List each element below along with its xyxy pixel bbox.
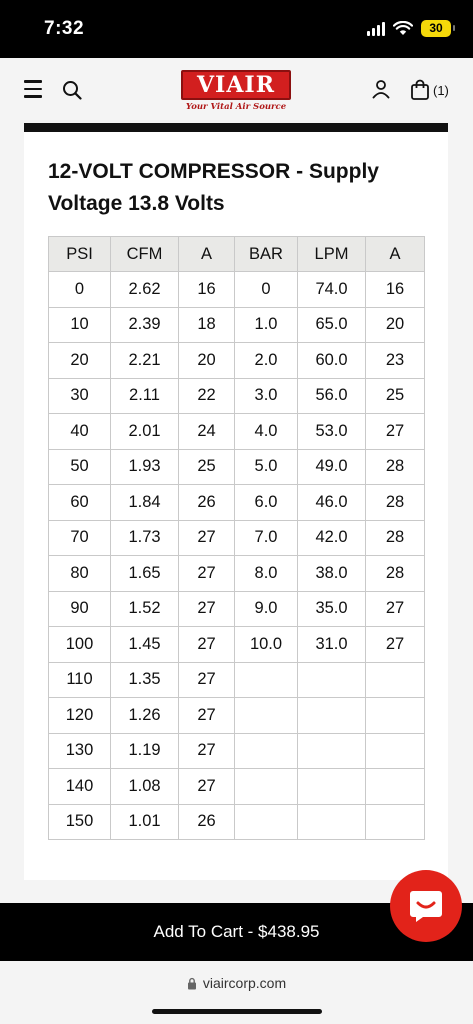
cell-lpm [298,769,366,805]
wifi-icon [393,21,413,36]
cell-amps-metric: 28 [366,556,425,592]
cell-psi: 140 [49,769,111,805]
cell-bar: 1.0 [235,307,298,343]
cell-cfm: 2.39 [111,307,179,343]
logo-tagline: Your Vital Air Source [185,102,287,112]
cell-cfm: 1.26 [111,698,179,734]
cell-psi: 120 [49,698,111,734]
cell-psi: 40 [49,414,111,450]
header-amps: A [179,237,235,272]
table-row [49,804,425,840]
table-row [49,520,425,556]
cell-amps-metric [366,733,425,769]
cell-cfm: 2.11 [111,378,179,414]
cell-cfm: 1.08 [111,769,179,805]
table-row [49,556,425,592]
cell-lpm [298,662,366,698]
cell-amps: 20 [179,343,235,379]
cell-bar [235,698,298,734]
cell-cfm: 1.01 [111,804,179,840]
cell-amps: 18 [179,307,235,343]
cell-amps-metric: 28 [366,520,425,556]
cart-link[interactable] [410,78,449,102]
cell-bar [235,662,298,698]
signal-icon [367,22,385,36]
cell-lpm: 42.0 [298,520,366,556]
cell-cfm: 1.52 [111,591,179,627]
cell-amps: 22 [179,378,235,414]
section-divider [24,123,448,132]
table-row [49,449,425,485]
search-icon[interactable] [62,80,82,100]
cell-psi: 50 [49,449,111,485]
table-row [49,272,425,308]
table-row [49,485,425,521]
cell-amps-metric: 27 [366,627,425,663]
cell-bar [235,769,298,805]
page-title: 12-VOLT COMPRESSOR - Supply Voltage 13.8 Volts [48,160,379,215]
cell-lpm [298,804,366,840]
table-row [49,733,425,769]
cell-amps: 27 [179,591,235,627]
cell-amps: 27 [179,627,235,663]
cell-bar: 3.0 [235,378,298,414]
spec-card [24,132,448,880]
battery-indicator: 30 [421,20,451,37]
cell-amps: 27 [179,662,235,698]
cell-lpm: 35.0 [298,591,366,627]
header-cfm: CFM [111,237,179,272]
cell-psi: 90 [49,591,111,627]
cell-lpm [298,698,366,734]
cell-lpm: 74.0 [298,272,366,308]
table-row [49,307,425,343]
table-row [49,591,425,627]
cell-cfm: 2.01 [111,414,179,450]
cell-amps: 27 [179,520,235,556]
cell-psi: 100 [49,627,111,663]
cell-amps: 25 [179,449,235,485]
logo-text: VIAIR [181,70,291,100]
performance-table [48,236,425,840]
cell-bar [235,804,298,840]
cell-lpm [298,733,366,769]
cell-cfm: 2.21 [111,343,179,379]
site-header [0,58,473,123]
cell-lpm: 38.0 [298,556,366,592]
cell-amps-metric [366,698,425,734]
cell-psi: 110 [49,662,111,698]
cell-bar [235,733,298,769]
cell-amps-metric: 28 [366,485,425,521]
cell-lpm: 53.0 [298,414,366,450]
status-time: 7:32 [44,18,85,39]
header-psi: PSI [49,237,111,272]
chat-icon [407,888,445,924]
cell-psi: 150 [49,804,111,840]
table-body [49,272,425,840]
status-indicators [367,20,451,37]
cell-amps-metric [366,769,425,805]
cell-psi: 60 [49,485,111,521]
table-row [49,769,425,805]
cell-cfm: 1.45 [111,627,179,663]
cell-bar: 7.0 [235,520,298,556]
cell-psi: 20 [49,343,111,379]
cell-amps: 26 [179,485,235,521]
cell-bar: 2.0 [235,343,298,379]
table-row [49,698,425,734]
cell-cfm: 2.62 [111,272,179,308]
url-text: viaircorp.com [202,975,287,991]
cell-cfm: 1.93 [111,449,179,485]
cell-amps: 16 [179,272,235,308]
cell-psi: 130 [49,733,111,769]
cell-amps-metric [366,662,425,698]
cell-amps-metric: 27 [366,414,425,450]
cell-amps-metric: 28 [366,449,425,485]
table-row [49,378,425,414]
cell-amps: 27 [179,733,235,769]
table-row [49,343,425,379]
add-to-cart-button[interactable]: Add To Cart - $438.95 [0,903,473,961]
cell-amps: 24 [179,414,235,450]
cell-bar: 10.0 [235,627,298,663]
cell-amps: 26 [179,804,235,840]
cell-psi: 30 [49,378,111,414]
table-row [49,414,425,450]
cell-psi: 0 [49,272,111,308]
table-row [49,662,425,698]
cell-lpm: 46.0 [298,485,366,521]
chat-button[interactable] [390,870,462,942]
status-bar [0,0,473,58]
cell-bar: 5.0 [235,449,298,485]
table-row [49,627,425,663]
viair-logo[interactable] [181,70,291,110]
cell-psi: 70 [49,520,111,556]
user-icon[interactable] [370,78,392,100]
url-display[interactable] [0,975,473,991]
cell-amps: 27 [179,769,235,805]
header-bar: BAR [235,237,298,272]
menu-icon[interactable] [24,80,42,98]
cell-amps-metric: 20 [366,307,425,343]
cell-bar: 6.0 [235,485,298,521]
cell-cfm: 1.19 [111,733,179,769]
cell-psi: 10 [49,307,111,343]
cell-amps-metric: 23 [366,343,425,379]
cell-amps-metric: 25 [366,378,425,414]
cell-amps: 27 [179,698,235,734]
cell-lpm: 60.0 [298,343,366,379]
cell-amps: 27 [179,556,235,592]
cell-lpm: 49.0 [298,449,366,485]
header-amps-metric: A [366,237,425,272]
cell-bar: 4.0 [235,414,298,450]
cell-amps-metric: 16 [366,272,425,308]
cell-cfm: 1.73 [111,520,179,556]
home-indicator[interactable] [152,1009,322,1014]
cell-amps-metric [366,804,425,840]
cell-amps-metric: 27 [366,591,425,627]
cell-bar: 0 [235,272,298,308]
cell-bar: 8.0 [235,556,298,592]
cell-lpm: 31.0 [298,627,366,663]
cell-cfm: 1.84 [111,485,179,521]
table-header-row [49,237,425,272]
browser-url-bar [0,961,473,1024]
cart-icon [410,79,430,101]
cell-cfm: 1.35 [111,662,179,698]
cell-lpm: 56.0 [298,378,366,414]
header-lpm: LPM [298,237,366,272]
cart-count: (1) [433,82,449,98]
cell-psi: 80 [49,556,111,592]
cell-lpm: 65.0 [298,307,366,343]
cell-bar: 9.0 [235,591,298,627]
cell-cfm: 1.65 [111,556,179,592]
lock-icon [187,977,197,990]
